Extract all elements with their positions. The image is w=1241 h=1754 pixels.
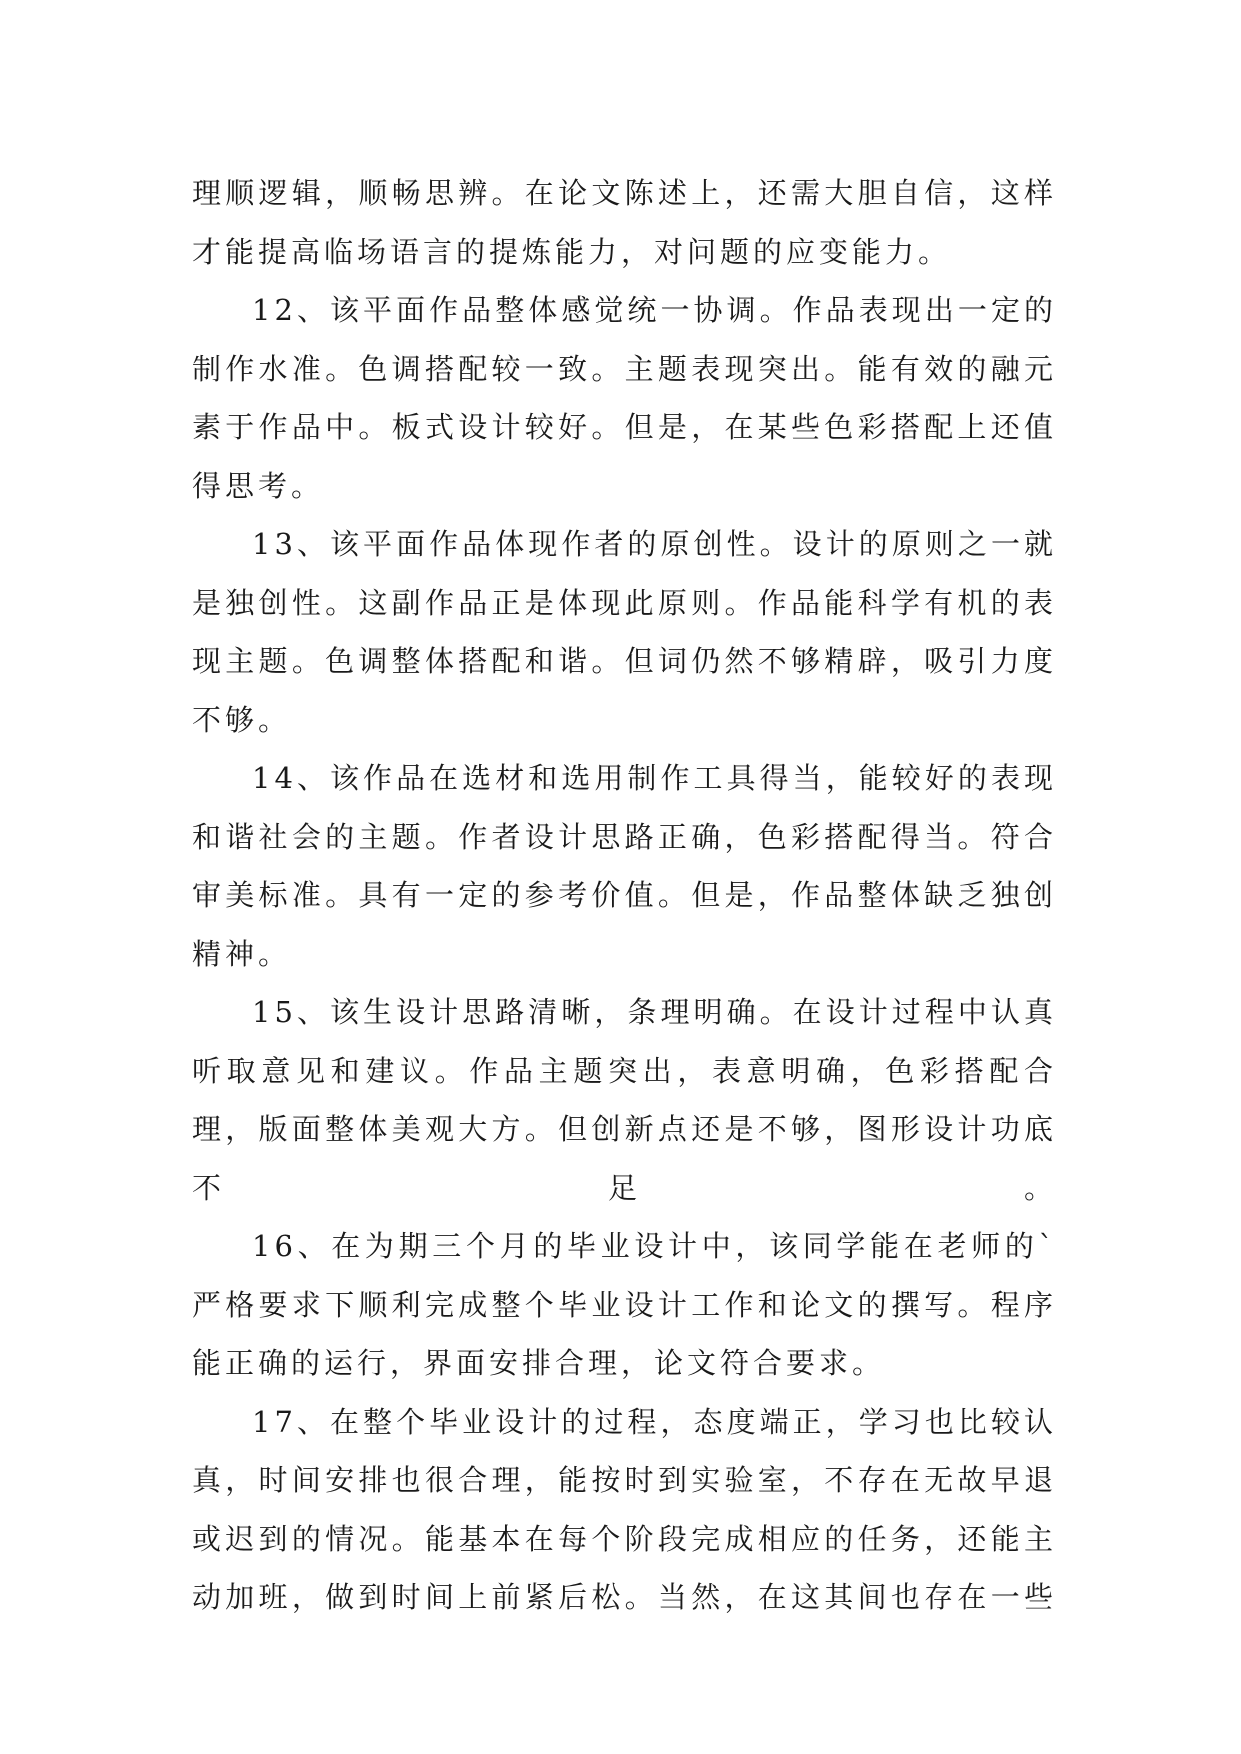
document-body	[192, 164, 1057, 1627]
paragraph-16: 16、在为期三个月的毕业设计中，该同学能在老师的`严格要求下顺利完成整个毕业设计工作和论文的撰写。程序能正确的运行，界面安排合理，论文符合要求。	[192, 1229, 1057, 1380]
paragraph-14: 14、该作品在选材和选用制作工具得当，能较好的表现和谐社会的主题。作者设计思路正确，色彩搭配得当。符合审美标准。具有一定的参考价值。但是，作品整体缺乏独创精神。	[192, 761, 1057, 971]
paragraph-17: 17、在整个毕业设计的过程，态度端正，学习也比较认真，时间安排也很合理，能按时到实验室，不存在无故早退或迟到的情况。能基本在每个阶段完成相应的任务，还能主动加班，做到时间上前紧后松。当然，在这其间也存在一些	[192, 1404, 1057, 1614]
paragraph-13: 13、该平面作品体现作者的原创性。设计的原则之一就是独创性。这副作品正是体现此原则。作品能科学有机的表现主题。色调整体搭配和谐。但词仍然不够精辟，吸引力度不够。	[192, 527, 1057, 737]
paragraph-15: 15、该生设计思路清晰，条理明确。在设计过程中认真听取意见和建议。作品主题突出，表意明确，色彩搭配合理，版面整体美观大方。但创新点还是不够，图形设计功底不足。	[192, 995, 1057, 1205]
paragraph-continuation: 理顺逻辑，顺畅思辨。在论文陈述上，还需大胆自信，这样才能提高临场语言的提炼能力，对问题的应变能力。	[192, 176, 1057, 269]
paragraph-12: 12、该平面作品整体感觉统一协调。作品表现出一定的制作水准。色调搭配较一致。主题表现突出。能有效的融元素于作品中。板式设计较好。但是，在某些色彩搭配上还值得思考。	[192, 293, 1057, 503]
